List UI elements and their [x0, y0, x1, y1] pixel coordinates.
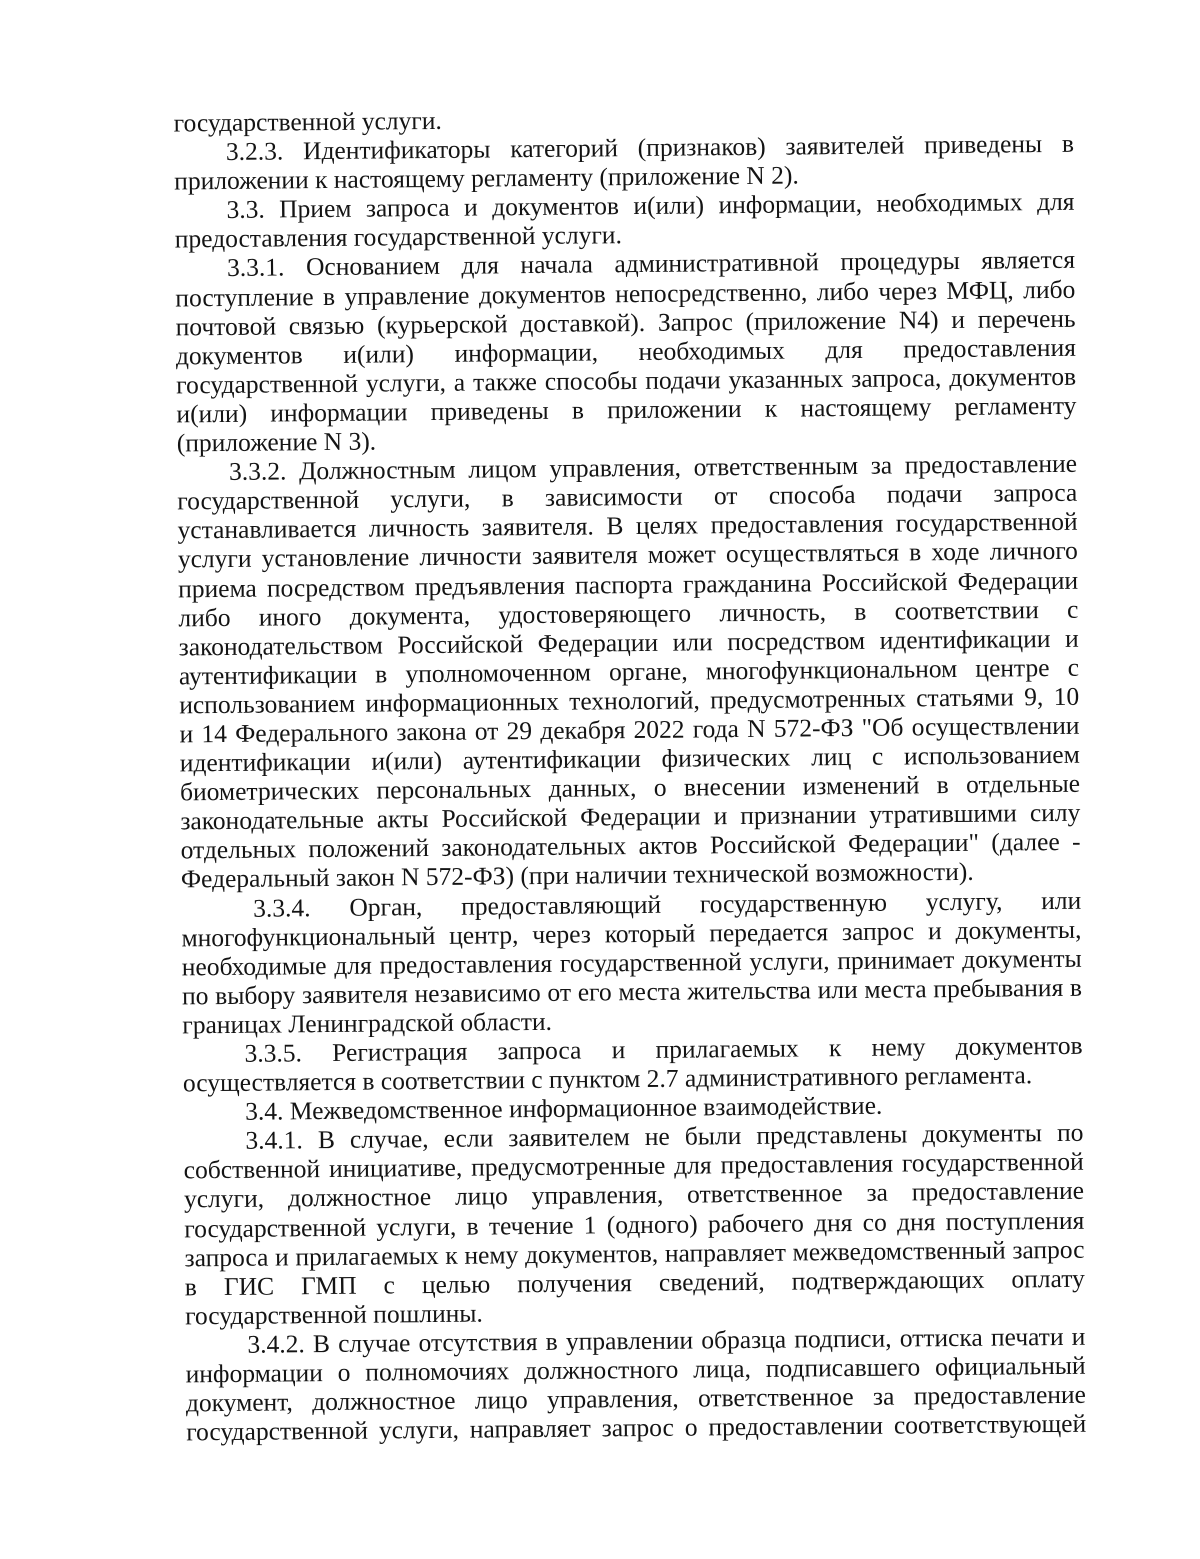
- text-line: Федеральный закон N 572-ФЗ) (при наличии технической возможности).: [180, 857, 974, 894]
- paragraph: [182, 1031, 1083, 1098]
- text-line: 3.3.1. Основанием для начала административной процедуры является: [226, 245, 1076, 283]
- text-line: необходимые для предоставления государственной услуги, принимает документы: [181, 943, 1082, 982]
- text-line: 3.3.2. Должностным лицом управления, ответственным за предоставление: [228, 448, 1078, 487]
- text-line: использованием информационных технологий, предусмотренных статьями 9, 10: [179, 681, 1080, 720]
- text-line: многофункциональный центр, через который передается запрос и документы,: [181, 914, 1082, 953]
- text-line: государственной пошлины.: [184, 1298, 483, 1331]
- paragraph: [181, 885, 1082, 1039]
- text-line: законодательные акты Российской Федерации и признании утратившими силу: [180, 798, 1081, 836]
- paragraph: [177, 449, 1081, 894]
- text-line: аутентификации в уполномоченном органе, многофункциональном центре с: [178, 652, 1080, 691]
- text-line: запроса и прилагаемых к нему документов, направляет межведомственный запрос: [184, 1234, 1085, 1273]
- text-line: (приложение N 3).: [176, 426, 377, 458]
- text-line: информации о полномочиях должностного лица, подписавшего официальный: [185, 1350, 1086, 1389]
- text-line: идентификации и(или) аутентификации физических лиц с использованием: [179, 739, 1080, 778]
- text-line: государственной услуги, а также способы подачи указанных запроса, документов: [176, 361, 1077, 400]
- paragraph: [185, 1322, 1086, 1447]
- text-line: устанавливается личность заявителя. В целях предоставления государственной: [177, 507, 1078, 545]
- text-line: осуществляется в соответствии с пунктом 2.7 административного регламента.: [182, 1060, 1033, 1098]
- text-line: 3.4.1. В случае, если заявителем не были представлены документы по: [245, 1118, 1084, 1156]
- text-line: предоставления государственной услуги.: [174, 220, 623, 254]
- text-line: отдельных положений законодательных актов Российской Федерации" (далее -: [180, 827, 1081, 865]
- text-line: и 14 Федерального закона от 29 декабря 2022 года N 572-ФЗ "Об осуществлении: [179, 710, 1080, 749]
- text-line: 3.3.4. Орган, предоставляющий государственную услугу, или: [253, 885, 1082, 923]
- text-line: 3.3. Прием запроса и документов и(или) информации, необходимых для: [226, 187, 1075, 225]
- paragraph: [175, 245, 1077, 457]
- text-line: услуги установление личности заявителя может осуществляться в ходе личного: [177, 536, 1078, 574]
- text-line: 3.4.2. В случае отсутствия в управлении образца подписи, оттиска печати и: [247, 1321, 1086, 1359]
- text-line: по выбору заявителя независимо от его места жительства или места пребывания в: [181, 972, 1083, 1011]
- document-body: [174, 100, 1087, 1447]
- text-line: собственной инициативе, предусмотренные для предоставления государственной: [183, 1147, 1084, 1185]
- text-line: 3.4. Межведомственное информационное взаимодействие.: [245, 1090, 883, 1126]
- text-line: либо иного документа, удостоверяющего личность, в соответствии с: [178, 594, 1079, 633]
- text-line: государственной услуги.: [173, 105, 442, 138]
- text-line: и(или) информации приведены в приложении к настоящему регламенту: [176, 390, 1077, 429]
- text-line: биометрических персональных данных, о внесении изменений в отдельные: [179, 768, 1081, 807]
- text-line: в ГИС ГМП с целью получения сведений, подтверждающих оплату: [184, 1263, 1085, 1302]
- paragraph: [174, 129, 1075, 196]
- text-line: 3.3.5. Регистрация запроса и прилагаемых к нему документов: [244, 1030, 1083, 1068]
- text-line: услуги, должностное лицо управления, ответственное за предоставление: [183, 1176, 1085, 1214]
- text-line: документов и(или) информации, необходимых для предоставления: [175, 332, 1077, 371]
- text-line: документ, должностное лицо управления, ответственное за предоставление: [185, 1379, 1087, 1418]
- text-line: государственной услуги, в зависимости от способа подачи запроса: [177, 478, 1078, 516]
- text-line: законодательством Российской Федерации или посредством идентификации и: [178, 623, 1079, 662]
- paragraph: [183, 1118, 1085, 1330]
- text-line: 3.2.3. Идентификаторы категорий (признаков) заявителей приведены в: [225, 128, 1075, 167]
- text-line: приема посредством предъявления паспорта гражданина Российской Федерации: [178, 565, 1079, 603]
- text-line: государственной услуги, направляет запрос о предоставлении соответствующей: [186, 1408, 1087, 1447]
- text-line: государственной услуги, в течение 1 (одного) рабочего дня со дня поступления: [184, 1205, 1085, 1243]
- text-line: поступление в управление документов непосредственно, либо через МФЦ, либо: [175, 274, 1076, 312]
- paragraph: [174, 187, 1075, 254]
- text-line: границах Ленинградской области.: [182, 1006, 553, 1040]
- text-line: приложении к настоящему регламенту (приложение N 2).: [174, 160, 799, 196]
- text-line: почтовой связью (курьерской доставкой). Запрос (приложение N4) и перечень: [175, 303, 1076, 342]
